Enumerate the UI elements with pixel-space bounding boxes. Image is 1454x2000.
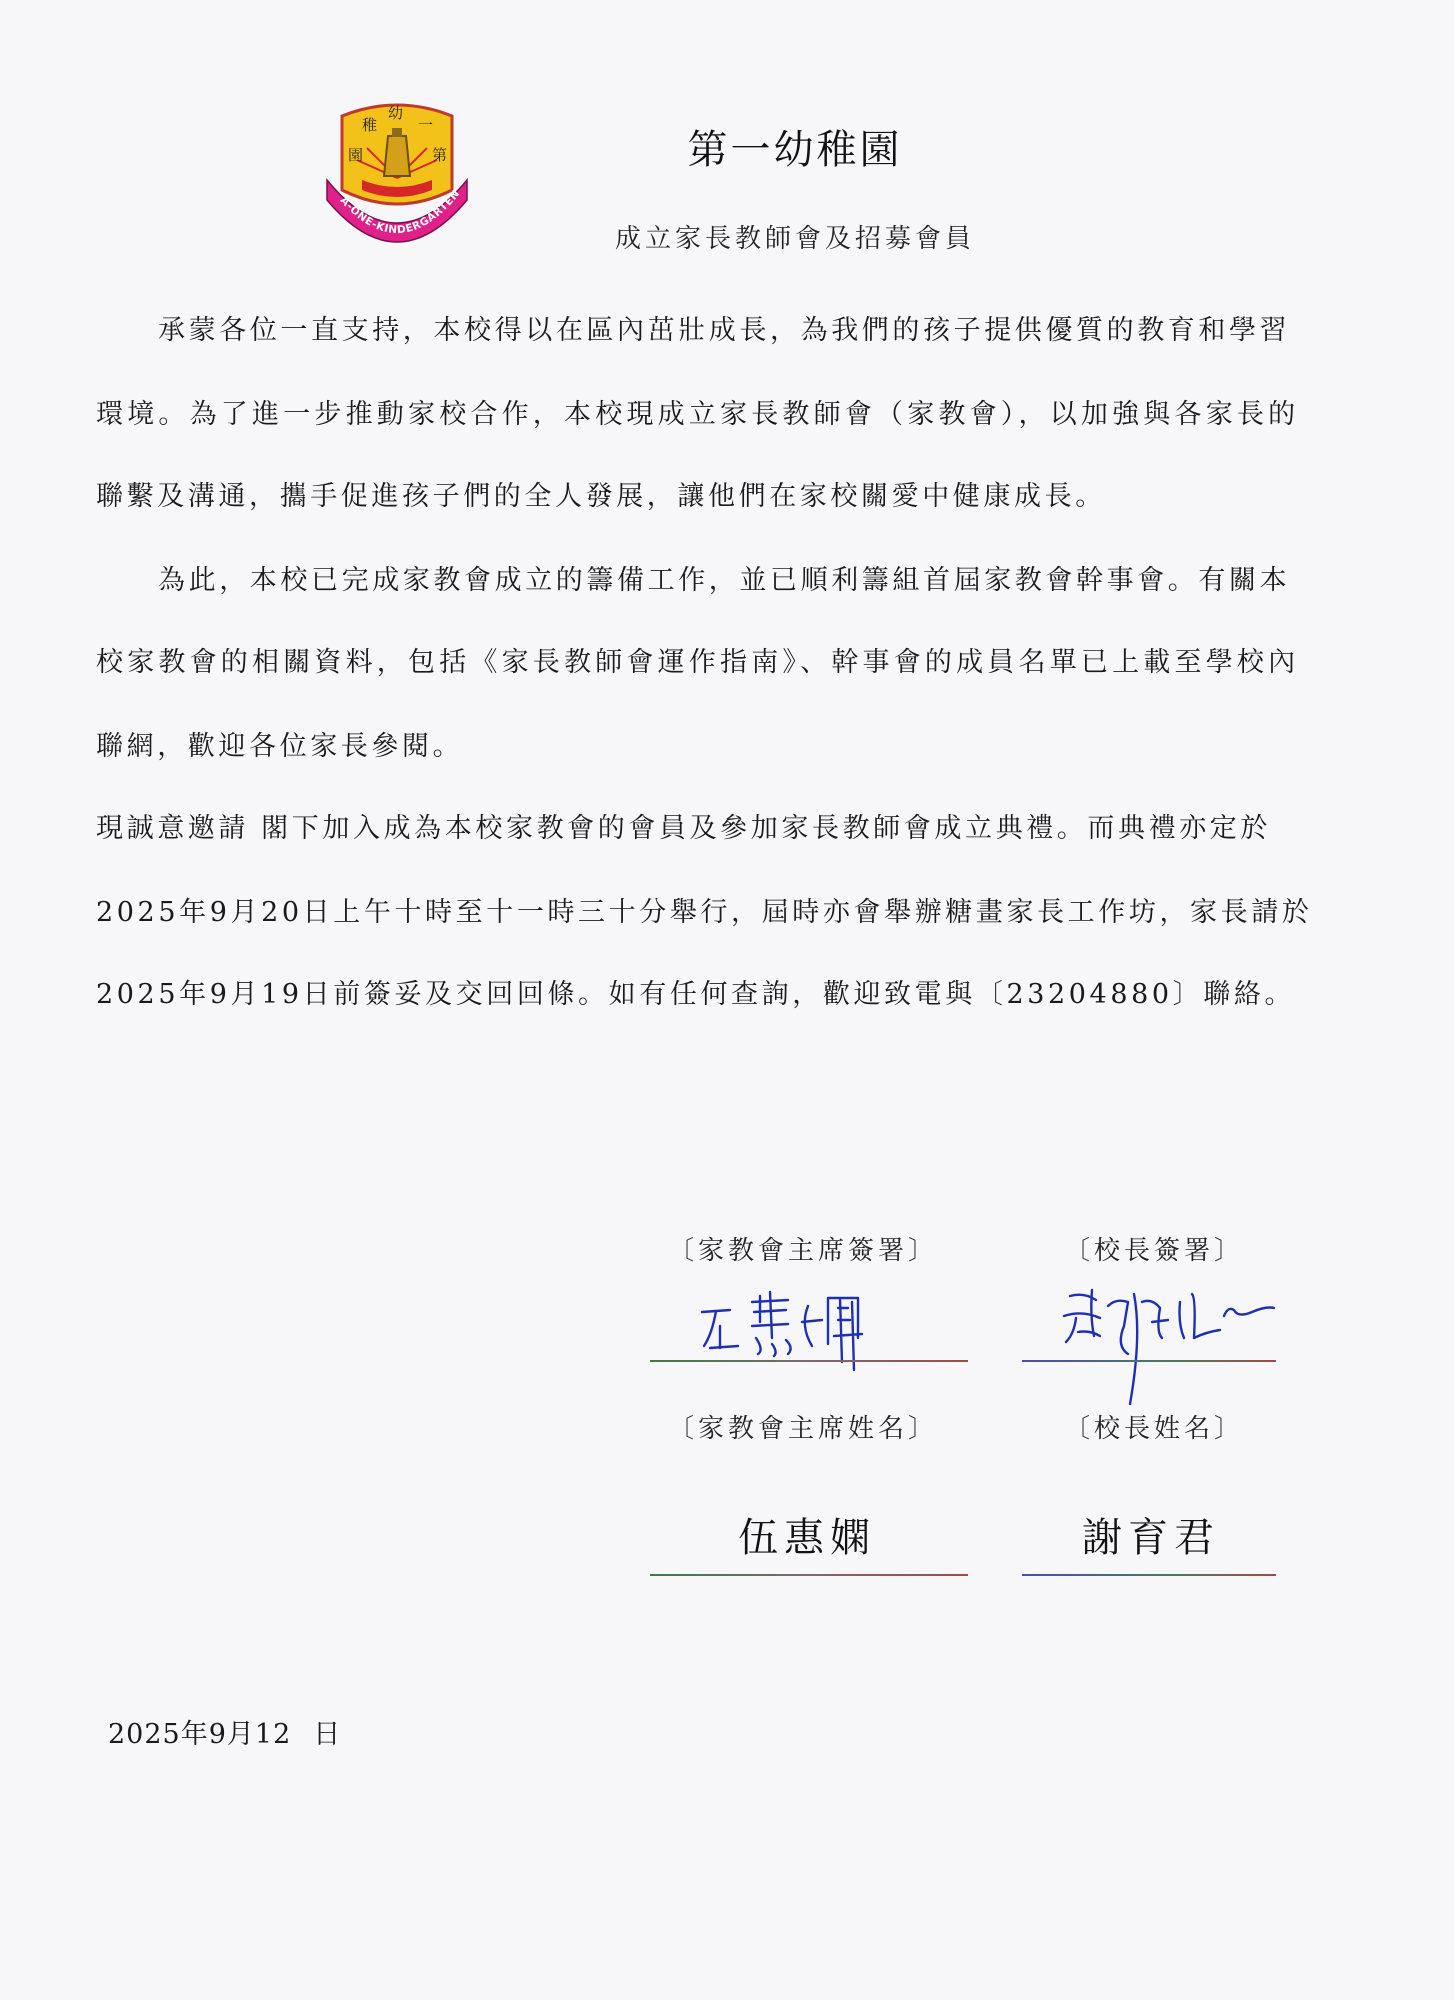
logo-char-3: 一 (418, 116, 434, 134)
chair-name-label: 〔家教會主席姓名〕 (668, 1414, 939, 1444)
principal-signature-label: 〔校長簽署〕 (1064, 1236, 1245, 1266)
chair-signature-label: 〔家教會主席簽署〕 (668, 1236, 939, 1266)
page-subtitle: 成立家長教師會及招募會員 (614, 224, 975, 254)
paragraph-2-line-2: 校家教會的相關資料，包括《家長教師會運作指南》、幹事會的成員名單已上載至學校內 (96, 647, 1300, 678)
paragraph-3-line-3: 2025年9月19日前簽妥及交回回條。如有任何查詢，歡迎致電與〔23204880〕聯絡。 (96, 979, 1296, 1010)
logo-ribbon-text: A-ONE-KINDERGARTEN (337, 187, 463, 237)
chair-name-line (650, 1574, 968, 1576)
principal-name: 謝育君 (1082, 1515, 1220, 1561)
paragraph-2-line-1: 為此，本校已完成家教會成立的籌備工作，並已順利籌組首屆家教會幹事會。有關本 (158, 565, 1291, 596)
date-value: 2025年9月12 (108, 1719, 292, 1750)
date-suffix: 日 (313, 1719, 342, 1750)
logo-char-4: 園 (348, 146, 364, 164)
logo-char-1: 稚 (362, 116, 378, 134)
paragraph-2-line-3: 聯網，歡迎各位家長參閱。 (96, 731, 464, 762)
principal-name-line (1022, 1574, 1276, 1576)
paragraph-3-line-1: 現誠意邀請 閣下加入成為本校家教會的會員及參加家長教師會成立典禮。而典禮亦定於 (96, 813, 1271, 844)
paragraph-1-line-2: 環境。為了進一步推動家校合作，本校現成立家長教師會（家教會），以加強與各家長的 (96, 399, 1300, 430)
page-title: 第一幼稚園 (687, 127, 903, 173)
principal-handwritten-signature (1056, 1276, 1286, 1416)
chair-handwritten-signature (690, 1282, 910, 1382)
principal-signature-line (1022, 1360, 1276, 1362)
paragraph-3-line-2: 2025年9月20日上午十時至十一時三十分舉行，屆時亦會舉辦糖畫家長工作坊，家長請於 (96, 897, 1313, 928)
letter-date (108, 1712, 341, 1751)
principal-name-label: 〔校長姓名〕 (1064, 1414, 1245, 1444)
paragraph-1-line-1: 承蒙各位一直支持，本校得以在區內茁壯成長，為我們的孩子提供優質的教育和學習 (158, 315, 1291, 346)
paragraph-1-line-3: 聯繫及溝通，攜手促進孩子們的全人發展，讓他們在家校關愛中健康成長。 (96, 481, 1106, 512)
logo-char-2: 幼 (388, 104, 404, 122)
chair-signature-line (650, 1360, 968, 1362)
logo-char-5: 第 (432, 146, 448, 164)
chair-name: 伍惠嫻 (738, 1515, 876, 1561)
